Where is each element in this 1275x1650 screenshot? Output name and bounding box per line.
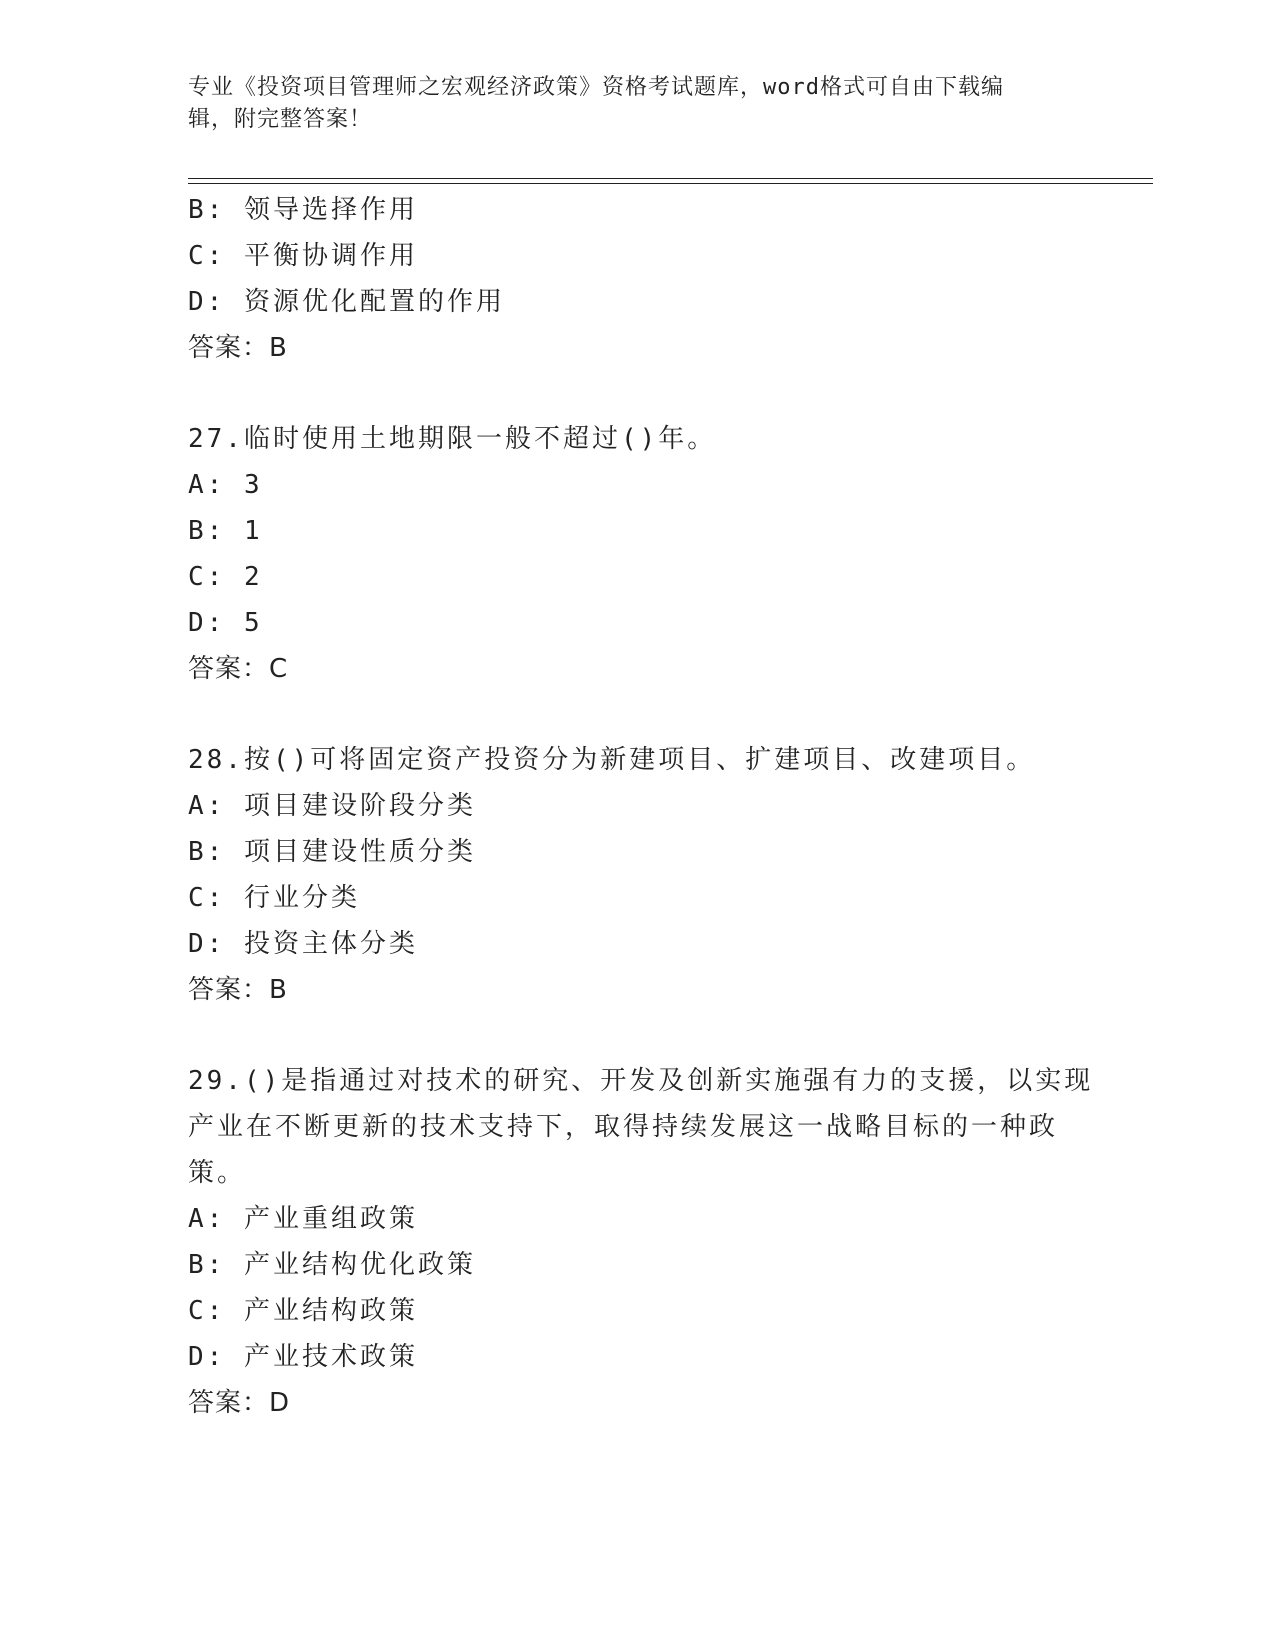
header-rule-top	[188, 178, 1153, 179]
header-line-1: 专业《投资项目管理师之宏观经济政策》资格考试题库，word格式可自由下载编	[188, 75, 1004, 100]
option-d: D: 产业技术政策	[188, 1342, 418, 1372]
option-b: B: 产业结构优化政策	[188, 1250, 476, 1280]
question-27	[188, 416, 1088, 692]
spacer	[188, 1013, 1088, 1058]
question-stem-line-2: 产业在不断更新的技术支持下，取得持续发展这一战略目标的一种政	[188, 1112, 1059, 1142]
question-stem-line-1: 29.()是指通过对技术的研究、开发及创新实施强有力的支援，以实现	[188, 1066, 1094, 1096]
question-stem: 28.按()可将固定资产投资分为新建项目、扩建项目、改建项目。	[188, 745, 1036, 775]
question-stem-line-3: 策。	[188, 1158, 247, 1188]
option-c: C: 2	[188, 562, 263, 592]
answer: 答案：B	[188, 975, 288, 1005]
question-list	[188, 187, 1094, 1426]
option-d: D: 投资主体分类	[188, 929, 418, 959]
header-rule-bottom	[188, 183, 1153, 184]
page-header	[188, 72, 1068, 136]
answer: 答案：C	[188, 654, 289, 684]
option-b: B: 项目建设性质分类	[188, 837, 476, 867]
option-d: D: 5	[188, 608, 263, 638]
question-stem: 27.临时使用土地期限一般不超过()年。	[188, 424, 717, 454]
option-c: C: 行业分类	[188, 883, 360, 913]
spacer	[188, 371, 1088, 416]
answer: 答案：B	[188, 333, 288, 363]
question-29	[188, 1058, 1094, 1426]
header-line-2: 辑，附完整答案！	[188, 107, 373, 132]
option-a: A: 项目建设阶段分类	[188, 791, 476, 821]
option-c: C: 平衡协调作用	[188, 241, 418, 271]
option-a: A: 3	[188, 470, 263, 500]
answer: 答案：D	[188, 1388, 291, 1418]
option-b: B: 1	[188, 516, 263, 546]
option-b: B: 领导选择作用	[188, 195, 418, 225]
option-c: C: 产业结构政策	[188, 1296, 418, 1326]
question-28	[188, 737, 1088, 1013]
option-d: D: 资源优化配置的作用	[188, 287, 505, 317]
spacer	[188, 692, 1088, 737]
option-a: A: 产业重组政策	[188, 1204, 418, 1234]
question-26	[188, 187, 1088, 371]
